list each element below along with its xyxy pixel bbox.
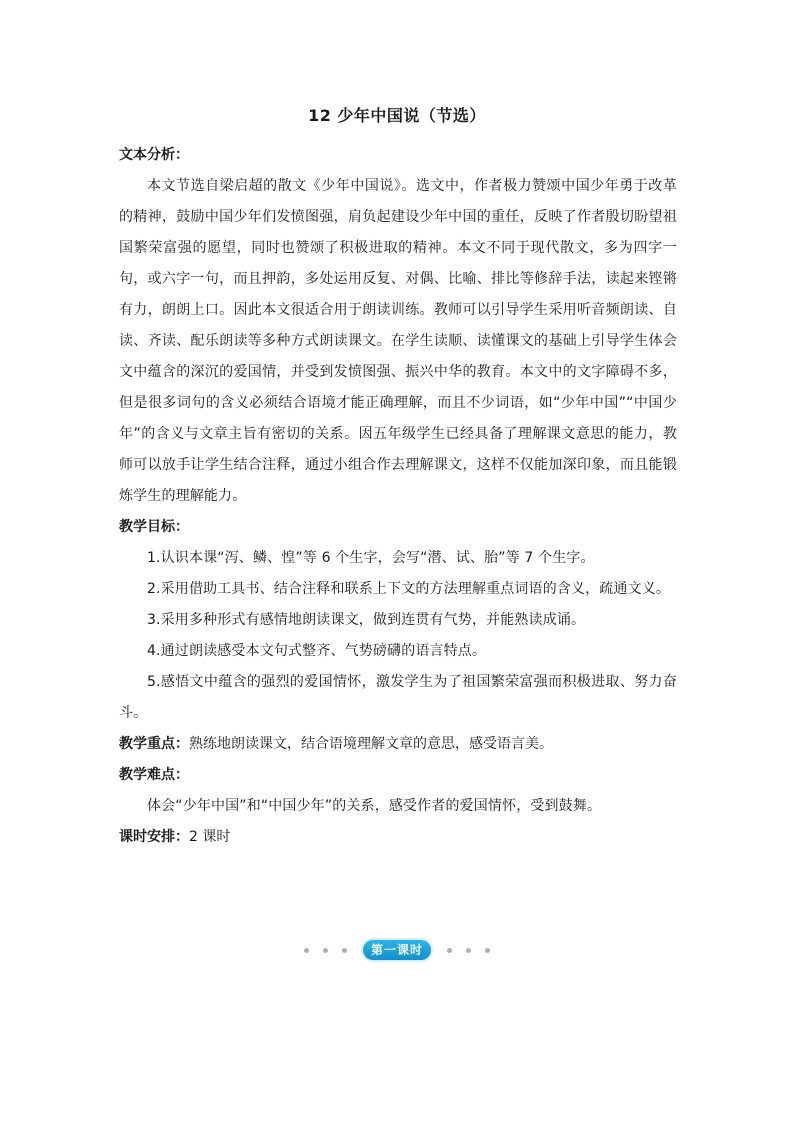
difficulties-paragraph: 体会“少年中国”和“中国少年”的关系，感受作者的爱国情怀，受到鼓舞。 (147, 798, 602, 814)
difficulties-heading: 教学难点： (119, 767, 189, 783)
decorative-dot (323, 948, 328, 953)
key-points-row (119, 729, 677, 760)
document-body (119, 140, 677, 853)
goal-item-5: 5.感悟文中蕴含的强烈的爱国情怀，激发学生为了祖国繁荣富强而积极进取、努力奋斗。 (119, 674, 677, 721)
decorative-dot (342, 948, 347, 953)
schedule-row (119, 822, 677, 853)
right-dots (447, 948, 490, 953)
goals-heading: 教学目标： (119, 519, 189, 535)
decorative-dot (447, 948, 452, 953)
schedule-label: 课时安排： (119, 829, 189, 845)
schedule-text: 2 课时 (189, 829, 231, 845)
left-dots (304, 948, 347, 953)
lesson-divider (0, 940, 794, 960)
goal-item-3: 3.采用多种形式有感情地朗读课文，做到连贯有气势，并能熟读成诵。 (147, 612, 586, 628)
page-title: 12 少年中国说（节选） (308, 106, 486, 125)
key-points-text: 熟练地朗读课文，结合语境理解文章的意思，感受语言美。 (189, 736, 553, 752)
analysis-paragraph: 本文节选自梁启超的散文《少年中国说》。选文中，作者极力赞颂中国少年勇于改革的精神，鼓励中国少年们发愤图强，肩负起建设少年中国的重任，反映了作者殷切盼望祖国繁荣富强的愿望，同时也赞颂了积极进取的精神。本文不同于现代散文，多为四字一句，或六字一句，而且押韵，多处运用反复、对偶、比喻、排比等修辞手法，读起来铿锵有力，朗朗上口。因此本文很适合用于朗读训练。教师可以引导学生采用听音频朗读、自读、齐读、配乐朗读等多种方式朗读课文。在学生读顺、读懂课文的基础上引导学生体会文中蕴含的深沉的爱国情，并受到发愤图强、振兴中华的教育。本文中的文字障碍不多，但是很多词句的含义必须结合语境才能正确理解，而且不少词语，如“少年中国”“中国少年”的含义与文章主旨有密切的关系。因五年级学生已经具备了理解课文意思的能力，教师可以放手让学生结合注释，通过小组合作去理解课文，这样不仅能加深印象，而且能锻炼学生的理解能力。 (119, 178, 677, 504)
lesson-badge: 第一课时 (363, 940, 431, 960)
key-points-label: 教学重点： (119, 736, 189, 752)
decorative-dot (485, 948, 490, 953)
decorative-dot (466, 948, 471, 953)
goal-item-2: 2.采用借助工具书、结合注释和联系上下文的方法理解重点词语的含义，疏通文义。 (147, 581, 671, 597)
goal-item-4: 4.通过朗读感受本文句式整齐、气势磅礴的语言特点。 (147, 643, 487, 659)
analysis-heading: 文本分析： (119, 147, 189, 163)
goal-item-1: 1.认识本课“泻、鳞、惶”等 6 个生字，会写“潜、试、胎”等 7 个生字。 (147, 550, 595, 566)
decorative-dot (304, 948, 309, 953)
